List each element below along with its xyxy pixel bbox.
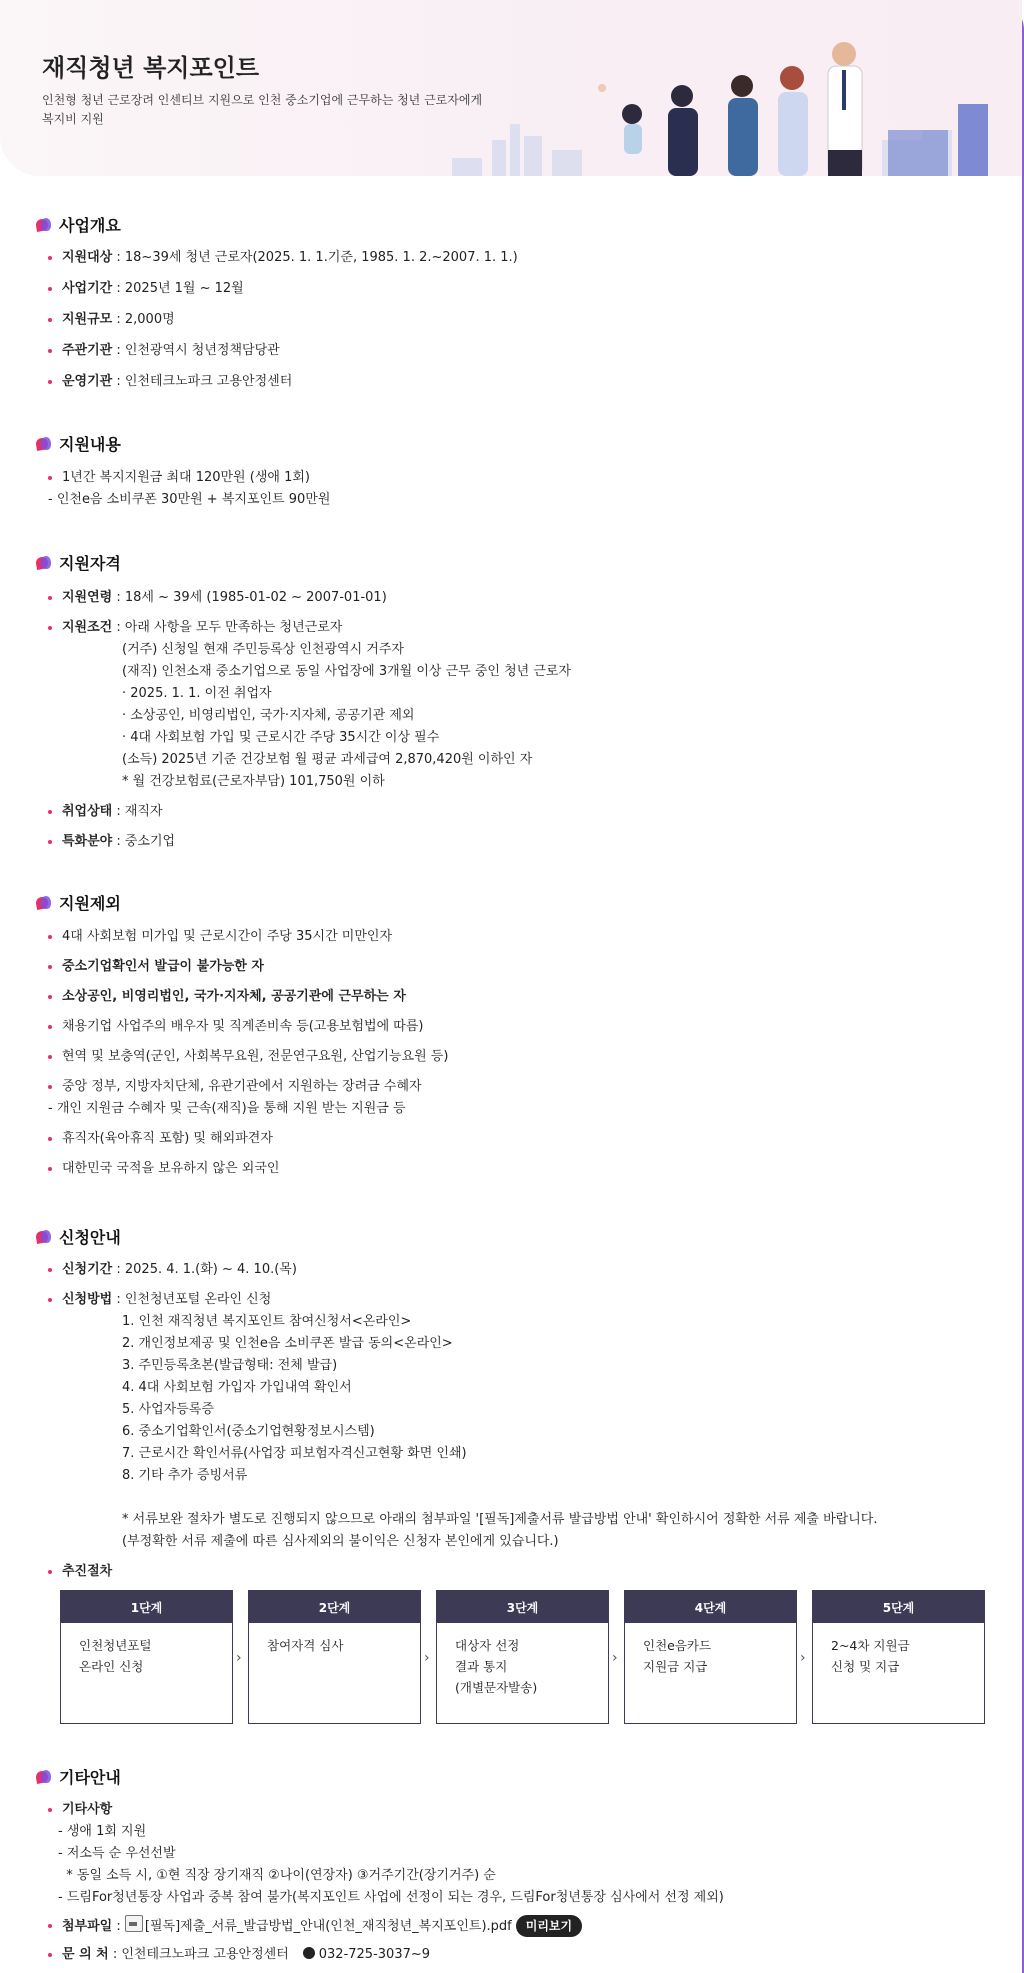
list-item: 대한민국 국적을 보유하지 않은 외국인 bbox=[48, 1158, 448, 1180]
list-item: 채용기업 사업주의 배우자 및 직계존비속 등(고용보험법에 따름) bbox=[48, 1016, 448, 1038]
application-list bbox=[48, 1259, 877, 1583]
hero-banner bbox=[0, 0, 1022, 176]
phone-icon bbox=[303, 1947, 315, 1959]
process-step: 4단계 인천e음카드 지원금 지급 bbox=[624, 1590, 797, 1724]
list-item: 취업상태 : 재직자 bbox=[48, 801, 571, 823]
list-item: 추진절차 bbox=[48, 1561, 877, 1583]
list-item: 4대 사회보험 미가입 및 근로시간이 주당 35시간 미만인자 bbox=[48, 926, 448, 948]
chevron-right-icon: › bbox=[424, 1650, 430, 1666]
chevron-right-icon: › bbox=[800, 1650, 806, 1666]
section-application bbox=[36, 1225, 121, 1248]
section-bullet-icon bbox=[36, 555, 51, 570]
section-title: 사업개요 bbox=[59, 216, 121, 235]
phone-number: 032-725-3037~9 bbox=[318, 1947, 431, 1962]
content-list bbox=[48, 467, 330, 511]
section-title: 기타안내 bbox=[59, 1768, 121, 1787]
list-item: 소상공인, 비영리법인, 국가·지자체, 공공기관에 근무하는 자 bbox=[48, 986, 448, 1008]
list-item: 1년간 복지지원금 최대 120만원 (생애 1회) - 인천e음 소비쿠폰 30만원 + 복지포인트 90만원 bbox=[48, 467, 330, 511]
list-item: 지원조건 : 아래 사항을 모두 만족하는 청년근로자 (거주) 신청일 현재 주민등록상 인천광역시 거주자 (재직) 인천소재 중소기업으로 동일 사업장에 3개월 이상 근무 중인 청년 근로자 · 2025. 1. 1. 이전 취업자 · 소상공인, 비영리법인, 국가·지자체, 공공기관 제외 · 4대 사회보험 가입 및 근로시간 주당 35시간 이상 필수 (소득) 2025년 기준 건강보험 월 평균 과세급여 2,870,420원 이하인 자 * 월 건강보험료(근로자부담) 101,750원 이하 bbox=[48, 617, 571, 793]
section-exclusion bbox=[36, 891, 121, 914]
page-frame bbox=[994, 0, 1024, 1973]
section-etc bbox=[36, 1765, 121, 1788]
list-item: 지원규모 : 2,000명 bbox=[48, 309, 518, 331]
process-step: 3단계 대상자 선정 결과 통지 (개별문자발송) bbox=[436, 1590, 609, 1724]
section-title: 지원자격 bbox=[59, 554, 121, 573]
hero-illustration bbox=[452, 40, 1012, 176]
page-title: 재직청년 복지포인트 bbox=[42, 54, 260, 82]
attachment-link[interactable]: [필독]제출_서류_발급방법_안내(인천_재직청년_복지포인트).pdf bbox=[144, 1919, 512, 1934]
list-item: 신청기간 : 2025. 4. 1.(화) ~ 4. 10.(목) bbox=[48, 1259, 877, 1281]
list-item: 휴직자(육아휴직 포함) 및 해외파견자 bbox=[48, 1128, 448, 1150]
list-item: 운영기관 : 인천테크노파크 고용안정센터 bbox=[48, 371, 518, 393]
etc-list bbox=[48, 1799, 724, 1966]
section-overview bbox=[36, 213, 121, 236]
list-item: 신청방법 : 인천청년포털 온라인 신청 1. 인천 재직청년 복지포인트 참여신청서<온라인> 2. 개인정보제공 및 인천e음 소비쿠폰 발급 동의<온라인> 3. 주민등록초본(발급형태: 전체 발급) 4. 4대 사회보험 가입자 가입내역 확인서 5. 사업자등록증 6. 중소기업확인서(중소기업현황정보시스템) 7. 근로시간 확인서류(사업장 피보험자격신고현황 화면 인쇄) 8. 기타 추가 증빙서류 * 서류보완 절차가 별도로 진행되지 않으므로 아래의 첨부파일 '[필독]제출서류 발급방법 안내' 확인하시어 정확한 서류 제출 바랍니다. (부정확한 서류 제출에 따른 심사제외의 불이익은 신청자 본인에게 있습니다.) bbox=[48, 1289, 877, 1553]
list-item: 지원대상 : 18~39세 청년 근로자(2025. 1. 1.기준, 1985. 1. 2.~2007. 1. 1.) bbox=[48, 247, 518, 269]
hero-desc-line1: 인천형 청년 근로장려 인센티브 지원으로 인천 중소기업에 근무하는 청년 근로자에게 bbox=[42, 93, 483, 107]
qualification-list bbox=[48, 587, 571, 853]
section-bullet-icon bbox=[36, 1769, 51, 1784]
section-bullet-icon bbox=[36, 895, 51, 910]
chevron-right-icon: › bbox=[236, 1650, 242, 1666]
list-item: 현역 및 보충역(군인, 사회복무요원, 전문연구요원, 산업기능요원 등) bbox=[48, 1046, 448, 1068]
exclusion-list bbox=[48, 926, 448, 1180]
process-step: 1단계 인천청년포털 온라인 신청 bbox=[60, 1590, 233, 1724]
list-item: 첨부파일 : [필독]제출_서류_발급방법_안내(인천_재직청년_복지포인트).pdf 미리보기 bbox=[48, 1915, 724, 1938]
section-content bbox=[36, 432, 121, 455]
overview-list bbox=[48, 247, 518, 393]
section-bullet-icon bbox=[36, 436, 51, 451]
hero-description bbox=[42, 91, 512, 129]
process-step: 2단계 참여자격 심사 bbox=[248, 1590, 421, 1724]
section-bullet-icon bbox=[36, 217, 51, 232]
list-item: 주관기관 : 인천광역시 청년정책담당관 bbox=[48, 340, 518, 362]
section-bullet-icon bbox=[36, 1229, 51, 1244]
list-item: 중소기업확인서 발급이 불가능한 자 bbox=[48, 956, 448, 978]
section-title: 지원내용 bbox=[59, 435, 121, 454]
preview-button[interactable]: 미리보기 bbox=[516, 1915, 582, 1937]
process-steps bbox=[60, 1590, 985, 1724]
list-item: 특화분야 : 중소기업 bbox=[48, 831, 571, 853]
section-title: 신청안내 bbox=[59, 1228, 121, 1247]
list-item: 기타사항 - 생애 1회 지원 - 저소득 순 우선선발 * 동일 소득 시, ①현 직장 장기재직 ②나이(연장자) ③거주기간(장기거주) 순 - 드림For청년통장 사업과 중복 참여 불가(복지포인트 사업에 선정이 되는 경우, 드림For청년통장 심사에서 선정 제외) bbox=[48, 1799, 724, 1909]
section-qualification bbox=[36, 551, 121, 574]
list-item: 지원연령 : 18세 ~ 39세 (1985-01-02 ~ 2007-01-01) bbox=[48, 587, 571, 609]
process-step: 5단계 2~4차 지원금 신청 및 지급 bbox=[812, 1590, 985, 1724]
list-item: 문 의 처 : 인천테크노파크 고용안정센터 032-725-3037~9 bbox=[48, 1944, 724, 1966]
section-title: 지원제외 bbox=[59, 894, 121, 913]
list-item: 중앙 정부, 지방자치단체, 유관기관에서 지원하는 장려금 수혜자 - 개인 지원금 수혜자 및 근속(재직)을 통해 지원 받는 지원금 등 bbox=[48, 1076, 448, 1120]
file-icon bbox=[125, 1915, 143, 1932]
hero-desc-line2: 복지비 지원 bbox=[42, 112, 104, 126]
list-item: 사업기간 : 2025년 1월 ~ 12월 bbox=[48, 278, 518, 300]
chevron-right-icon: › bbox=[612, 1650, 618, 1666]
